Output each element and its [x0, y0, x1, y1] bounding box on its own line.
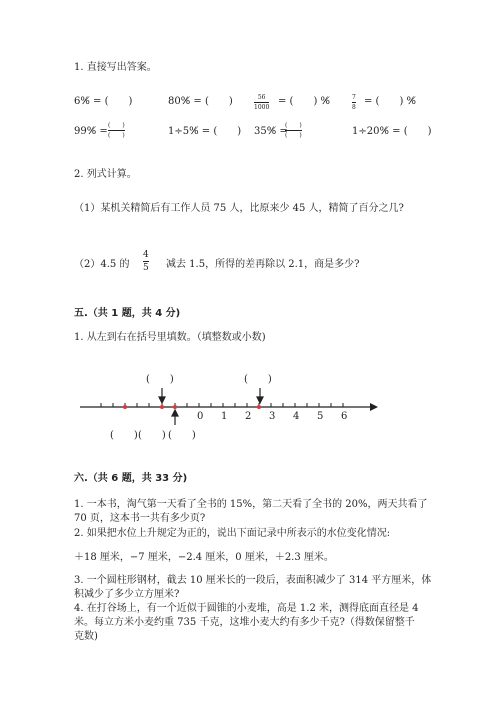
- fraction-denominator-blank: ( ): [108, 132, 125, 139]
- section-6-question-3-line-1: 3. 一个圆柱形钢材，截去 10 厘米长的一段后，表面积减少了 314 平方厘米，体: [74, 575, 432, 586]
- tick-label: 6: [341, 411, 348, 422]
- question-2-2-suffix: 减去 1.5，所得的差再除以 2.1，商是多少?: [166, 259, 360, 270]
- exercise-35-percent: 35%̸ =: [254, 126, 288, 137]
- exercise-1-div-20-percent: 1÷20%̸ = ( ): [352, 126, 432, 137]
- section-5-heading: 五.（共 1 题，共 4 分): [74, 308, 181, 319]
- bottom-blank: ( ): [110, 430, 138, 441]
- fraction-denominator: 8: [352, 104, 356, 111]
- fraction-denominator: 1000: [254, 104, 270, 111]
- exercise-80-percent: 80%̸ = ( ): [168, 96, 233, 107]
- fraction-numerator: 7: [352, 94, 356, 101]
- arrow-head-icon: [370, 403, 378, 411]
- top-blank: ( ): [146, 374, 174, 385]
- section-5-question-1: 1. 从左到右在括号里填数。（填整数或小数): [74, 332, 266, 343]
- fraction-denominator-blank: ( ): [285, 132, 302, 139]
- bottom-blank: ( ): [138, 430, 166, 441]
- up-arrow-icon: [172, 410, 178, 425]
- section-6-question-3-line-2: 积减少了多少立方厘米?: [74, 589, 180, 600]
- top-blank: ( ): [244, 374, 272, 385]
- point-marker: [160, 405, 164, 409]
- tick-label: 1: [221, 411, 228, 422]
- question-1-title: 1. 直接写出答案。: [74, 62, 157, 73]
- exercise-56-1000-answer: = ( ) %̸: [278, 96, 331, 107]
- tick-label: 2: [245, 411, 252, 422]
- section-6-question-2: 2. 如果把水位上升规定为正的，说出下面记录中所表示的水位变化情况:: [74, 528, 391, 539]
- fraction-numerator: 56: [257, 94, 266, 101]
- question-2-2-prefix: （2）4.5 的: [74, 259, 130, 270]
- section-6-question-1-line-1: 1. 一本书，淘气第一天看了全书的 15%，第二天看了全书的 20%，两天共看了: [74, 499, 428, 510]
- question-2-title: 2. 列式计算。: [74, 169, 137, 180]
- fraction-numerator: 4: [143, 250, 149, 260]
- section-6-question-4-line-3: 克数): [74, 631, 98, 642]
- question-2-1: （1）某机关精简后有工作人员 75 人，比原来少 45 人，精简了百分之几?: [74, 203, 404, 214]
- exercise-99-percent: 99%̸ =: [74, 126, 108, 137]
- point-marker: [123, 405, 127, 409]
- section-6-question-4-line-1: 4. 在打谷场上，有一个近似于圆锥的小麦堆，高是 1.2 米，测得底面直径是 4: [74, 603, 419, 614]
- point-marker: [173, 405, 177, 409]
- section-6-question-4-line-2: 米。每立方米小麦约重 735 千克，这堆小麦大约有多少千克?（得数保留整千: [74, 617, 415, 628]
- tick-label: 4: [293, 411, 300, 422]
- section-6-heading: 六.（共 6 题，共 33 分): [74, 473, 188, 484]
- tick-label: 5: [317, 411, 324, 422]
- tick-label: 3: [269, 411, 276, 422]
- tick-label: 0: [197, 411, 204, 422]
- bottom-blank: ( ): [168, 430, 196, 441]
- section-6-question-2-values: ＋18 厘米，−7 厘米，−2.4 厘米，0 厘米，＋2.3 厘米。: [74, 552, 334, 563]
- point-marker: [257, 405, 261, 409]
- exercise-1-div-5-percent: 1÷5%̸ = ( ): [168, 126, 242, 137]
- down-arrow-icons: [159, 388, 263, 403]
- fraction-numerator-blank: ( ): [108, 122, 125, 129]
- exercise-7-8-answer: = ( ) %̸: [364, 96, 417, 107]
- section-6-question-1-line-2: 70 页，这本书一共有多少页?: [74, 513, 206, 524]
- exercise-6-percent: 6%̸ = ( ): [74, 96, 133, 107]
- fraction-denominator: 5: [143, 263, 149, 273]
- fraction-numerator-blank: ( ): [285, 122, 302, 129]
